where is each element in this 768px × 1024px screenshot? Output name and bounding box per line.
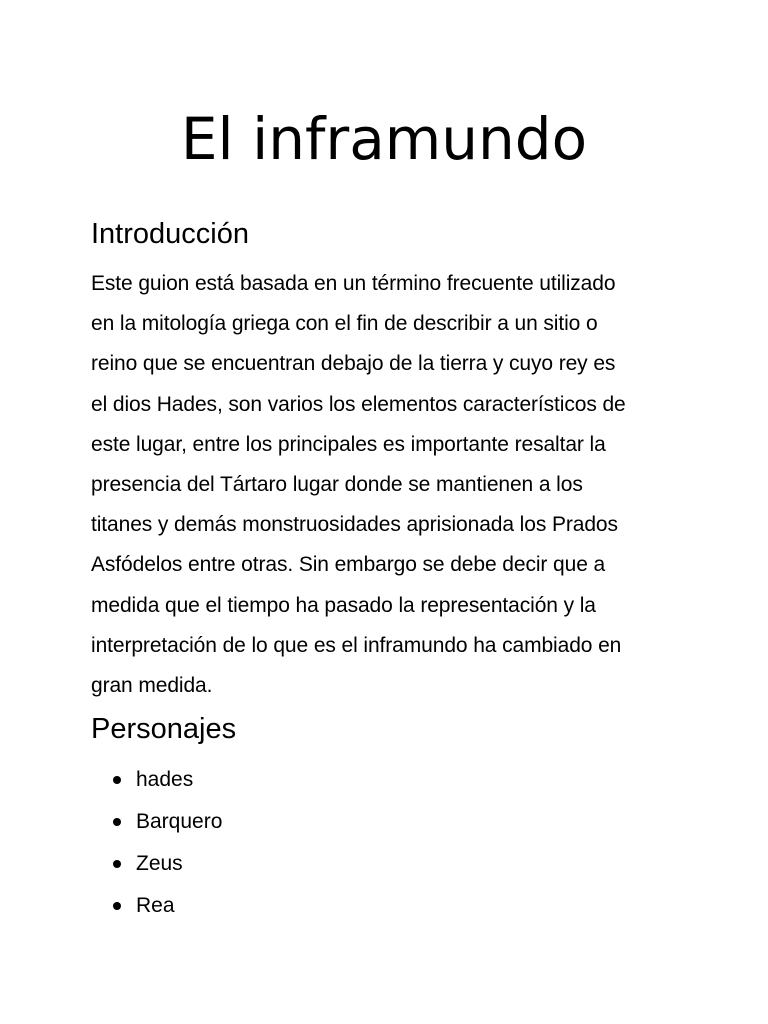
list-item [0,801,768,843]
list-item-text: Barquero [136,810,223,833]
bullet-icon [113,818,121,826]
characters-list [0,759,768,927]
bullet-icon [113,860,121,868]
paragraph-line: este lugar, entre los principales es importante resaltar la [91,432,606,456]
paragraph-line: Asfódelos entre otras. Sin embargo se debe decir que a [91,553,606,577]
list-item-text: Rea [136,894,175,917]
list-item [0,759,768,801]
section-heading-introduccion: Introducción [91,218,249,250]
document-title: El inframundo [180,105,588,173]
paragraph-line: en la mitología griega con el fin de describir a un sitio o [91,312,598,336]
list-item [0,885,768,927]
paragraph-line: interpretación de lo que es el inframundo ha cambiado en [91,633,622,657]
paragraph-line: Este guion está basada en un término frecuente utilizado [91,272,616,295]
paragraph-line: gran medida. [91,674,213,698]
section-heading-personajes: Personajes [91,713,237,745]
paragraph-line: el dios Hades, son varios los elementos característicos de [91,392,626,416]
intro-paragraph [91,264,691,706]
bullet-icon [113,902,121,910]
paragraph-line: presencia del Tártaro lugar donde se mantienen a los [91,473,583,497]
paragraph-line: reino que se encuentran debajo de la tierra y cuyo rey es [91,352,616,376]
list-item-text: Zeus [136,852,183,875]
bullet-icon [113,776,121,784]
paragraph-line: medida que el tiempo ha pasado la representación y la [91,593,596,617]
list-item-text: hades [136,768,194,791]
paragraph-line: titanes y demás monstruosidades aprisionada los Prados [91,513,618,537]
list-item [0,843,768,885]
